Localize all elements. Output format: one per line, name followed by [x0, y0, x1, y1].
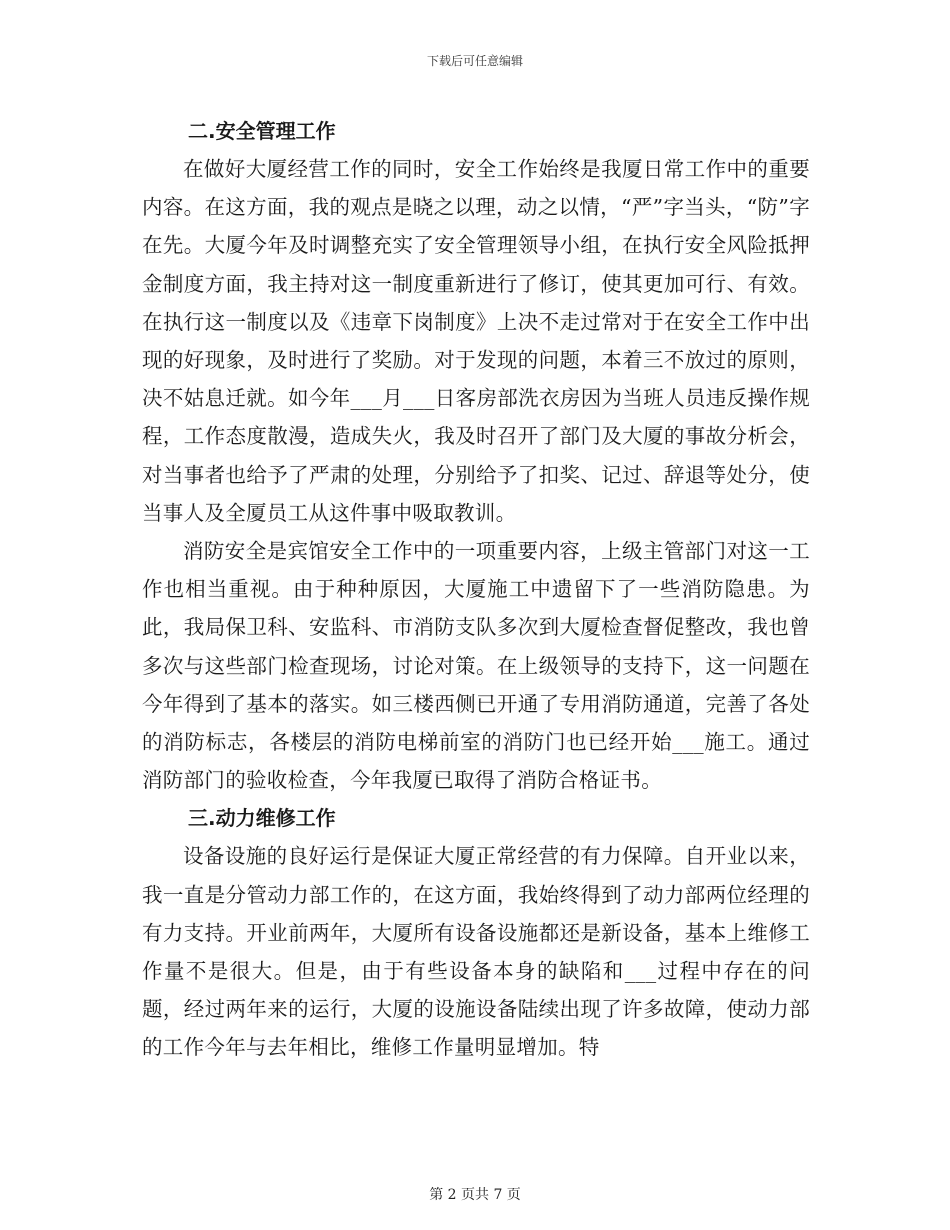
section-heading-maintenance: 三.动力维修工作 [188, 806, 336, 831]
page-number-footer: 第 2 页共 7 页 [429, 1187, 521, 1203]
paragraph-safety-management: 在做好大厦经营工作的同时，安全工作始终是我厦日常工作中的重要内容。在这方面，我的观点是晓之以理，动之以情，“严”字当头，“防”字在先。大厦今年及时调整充实了安全管理领导小组，在执行安全风险抵押金制度方面，我主持对这一制度重新进行了修订，使其更加可行、有效。在执行这一制度以及《违章下岗制度》上决不走过常对于在安全工作中出现的好现象，及时进行了奖励。对于发现的问题，本着三不放过的原则，决不姑息迁就。如今年___月___日客房部洗衣房因为当班人员违反操作规程，工作态度散漫，造成失火，我及时召开了部门及大厦的事故分析会，对当事者也给予了严肃的处理，分别给予了扣奖、记过、辞退等处分，使当事人及全厦员工从这件事中吸取教训。 [142, 157, 810, 525]
paragraph-fire-safety: 消防安全是宾馆安全工作中的一项重要内容，上级主管部门对这一工作也相当重视。由于种种原因，大厦施工中遗留下了一些消防隐患。为此，我局保卫科、安监科、市消防支队多次到大厦检查督促整改，我也曾多次与这些部门检查现场，讨论对策。在上级领导的支持下，这一问题在今年得到了基本的落实。如三楼西侧已开通了专用消防通道，完善了各处的消防标志，各楼层的消防电梯前室的消防门也已经开始___施工。通过消防部门的验收检查，今年我厦已取得了消防合格证书。 [142, 539, 810, 793]
document-body [142, 112, 810, 1067]
section-heading-safety: 二.安全管理工作 [188, 119, 336, 143]
page-header: 下载后可任意编辑 [426, 54, 523, 68]
paragraph-equipment-maintenance: 设备设施的良好运行是保证大厦正常经营的有力保障。自开业以来，我一直是分管动力部工作的，在这方面，我始终得到了动力部两位经理的有力支持。开业前两年，大厦所有设备设施都还是新设备，基本上维修工作量不是很大。但是，由于有些设备本身的缺陷和___过程中存在的问题，经过两年来的运行，大厦的设施设备陆续出现了许多故障，使动力部的工作今年与去年相比，维修工作量明显增加。特 [142, 844, 810, 1060]
